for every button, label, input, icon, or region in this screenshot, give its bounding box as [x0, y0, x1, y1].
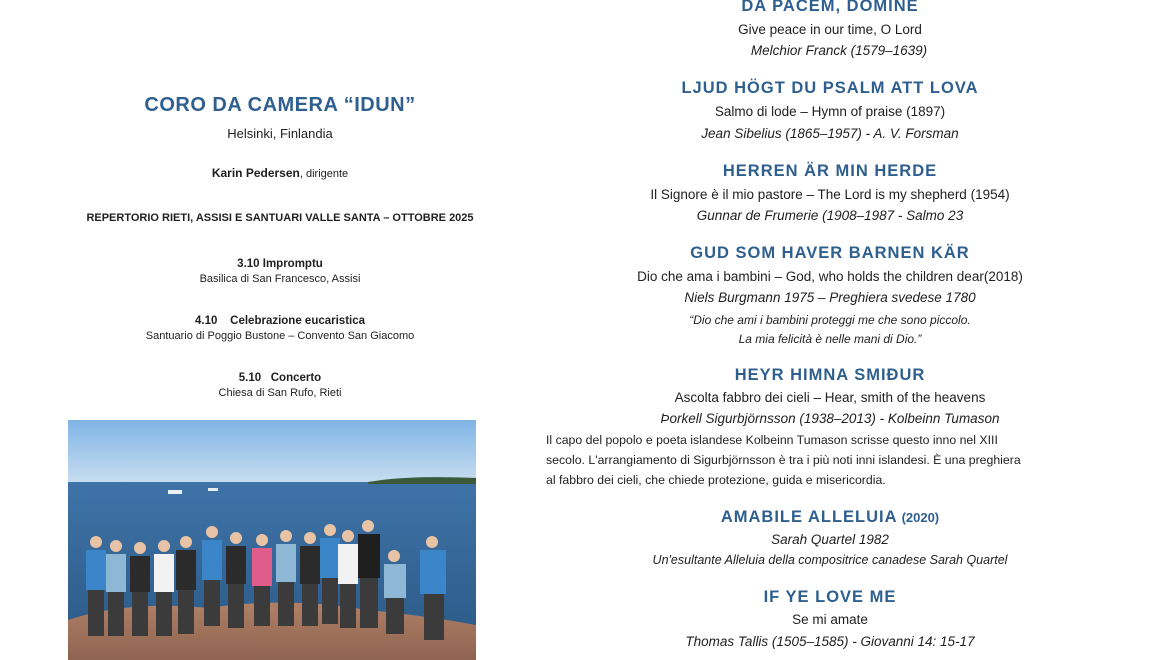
director-role: , dirigente	[299, 168, 349, 180]
piece-title: HERREN ÄR MIN HERDE	[722, 162, 938, 180]
choir-photo	[68, 420, 476, 660]
event-title: 4.10 Celebrazione eucaristica	[194, 315, 366, 327]
piece-note: secolo. L'arrangiamento di Sigurbjörnsson è tra i più noti inni islandesi. È una preghiera	[546, 453, 1021, 467]
piece-quote: La mia felicità è nelle mani di Dio.”	[738, 332, 922, 346]
piece-subtitle: Il Signore è il mio pastore – The Lord is my shepherd (1954)	[650, 187, 1010, 202]
choir-city: Helsinki, Finlandia	[227, 126, 333, 141]
piece-quote: “Dio che ami i bambini proteggi me che sono piccolo.	[689, 313, 971, 327]
repertoire-heading: REPERTORIO RIETI, ASSISI E SANTUARI VALLE SANTA – OTTOBRE 2025	[86, 212, 474, 224]
piece-composer: Þorkell Sigurbjörnsson (1938–2013) - Kolbeinn Tumason	[660, 411, 1000, 426]
piece-subtitle: Give peace in our time, O Lord	[738, 22, 922, 37]
piece-composer: Melchior Franck (1579–1639)	[750, 43, 928, 58]
director-name: Karin Pedersen	[211, 166, 300, 180]
piece-title: LJUD HÖGT DU PSALM ATT LOVA	[681, 79, 979, 97]
event-item	[60, 372, 500, 399]
piece-subtitle: Se mi amate	[792, 612, 868, 627]
piece-note: Il capo del popolo e poeta islandese Kolbeinn Tumason scrisse questo inno nel XIII	[546, 433, 998, 447]
piece-composer: Thomas Tallis (1505–1585) - Giovanni 14: 15-17	[685, 634, 975, 649]
event-place: Basilica di San Francesco, Assisi	[199, 273, 361, 285]
piece-title: IF YE LOVE ME	[763, 588, 897, 606]
piece-subtitle: Ascolta fabbro dei cieli – Hear, smith of the heavens	[674, 390, 986, 405]
event-item	[60, 315, 500, 342]
director	[60, 166, 500, 180]
event-place: Santuario di Poggio Bustone – Convento San Giacomo	[145, 330, 415, 342]
piece-composer: Gunnar de Frumerie (1908–1987 - Salmo 23	[696, 208, 964, 223]
event-place: Chiesa di San Rufo, Rieti	[218, 387, 342, 399]
piece-subtitle: Dio che ama i bambini – God, who holds the children dear(2018)	[637, 269, 1023, 284]
choir-name: CORO DA CAMERA “IDUN”	[144, 94, 416, 116]
piece-description: Un'esultante Alleluia della compositrice canadese Sarah Quartel	[652, 553, 1008, 567]
piece-year: (2020)	[901, 510, 940, 525]
piece-title	[540, 508, 1120, 527]
piece-subtitle: Salmo di lode – Hymn of praise (1897)	[714, 104, 946, 119]
event-title: 5.10 Concerto	[238, 372, 322, 384]
piece-composer: Niels Burgmann 1975 – Preghiera svedese 1780	[684, 290, 976, 305]
piece-title: GUD SOM HAVER BARNEN KÄR	[690, 244, 970, 262]
piece-composer: Jean Sibelius (1865–1957) - A. V. Forsman	[701, 126, 959, 141]
piece-note: al fabbro dei cieli, che chiede protezione, guida e misericordia.	[546, 473, 886, 487]
piece-title: HEYR HIMNA SMIÐUR	[734, 366, 926, 384]
piece-composer: Sarah Quartel 1982	[771, 532, 889, 547]
event-title: 3.10 Impromptu	[237, 258, 323, 270]
piece-title-text: AMABILE ALLELUIA	[720, 508, 898, 526]
event-item	[60, 258, 500, 285]
piece-title: DA PACEM, DOMINE	[741, 0, 919, 15]
